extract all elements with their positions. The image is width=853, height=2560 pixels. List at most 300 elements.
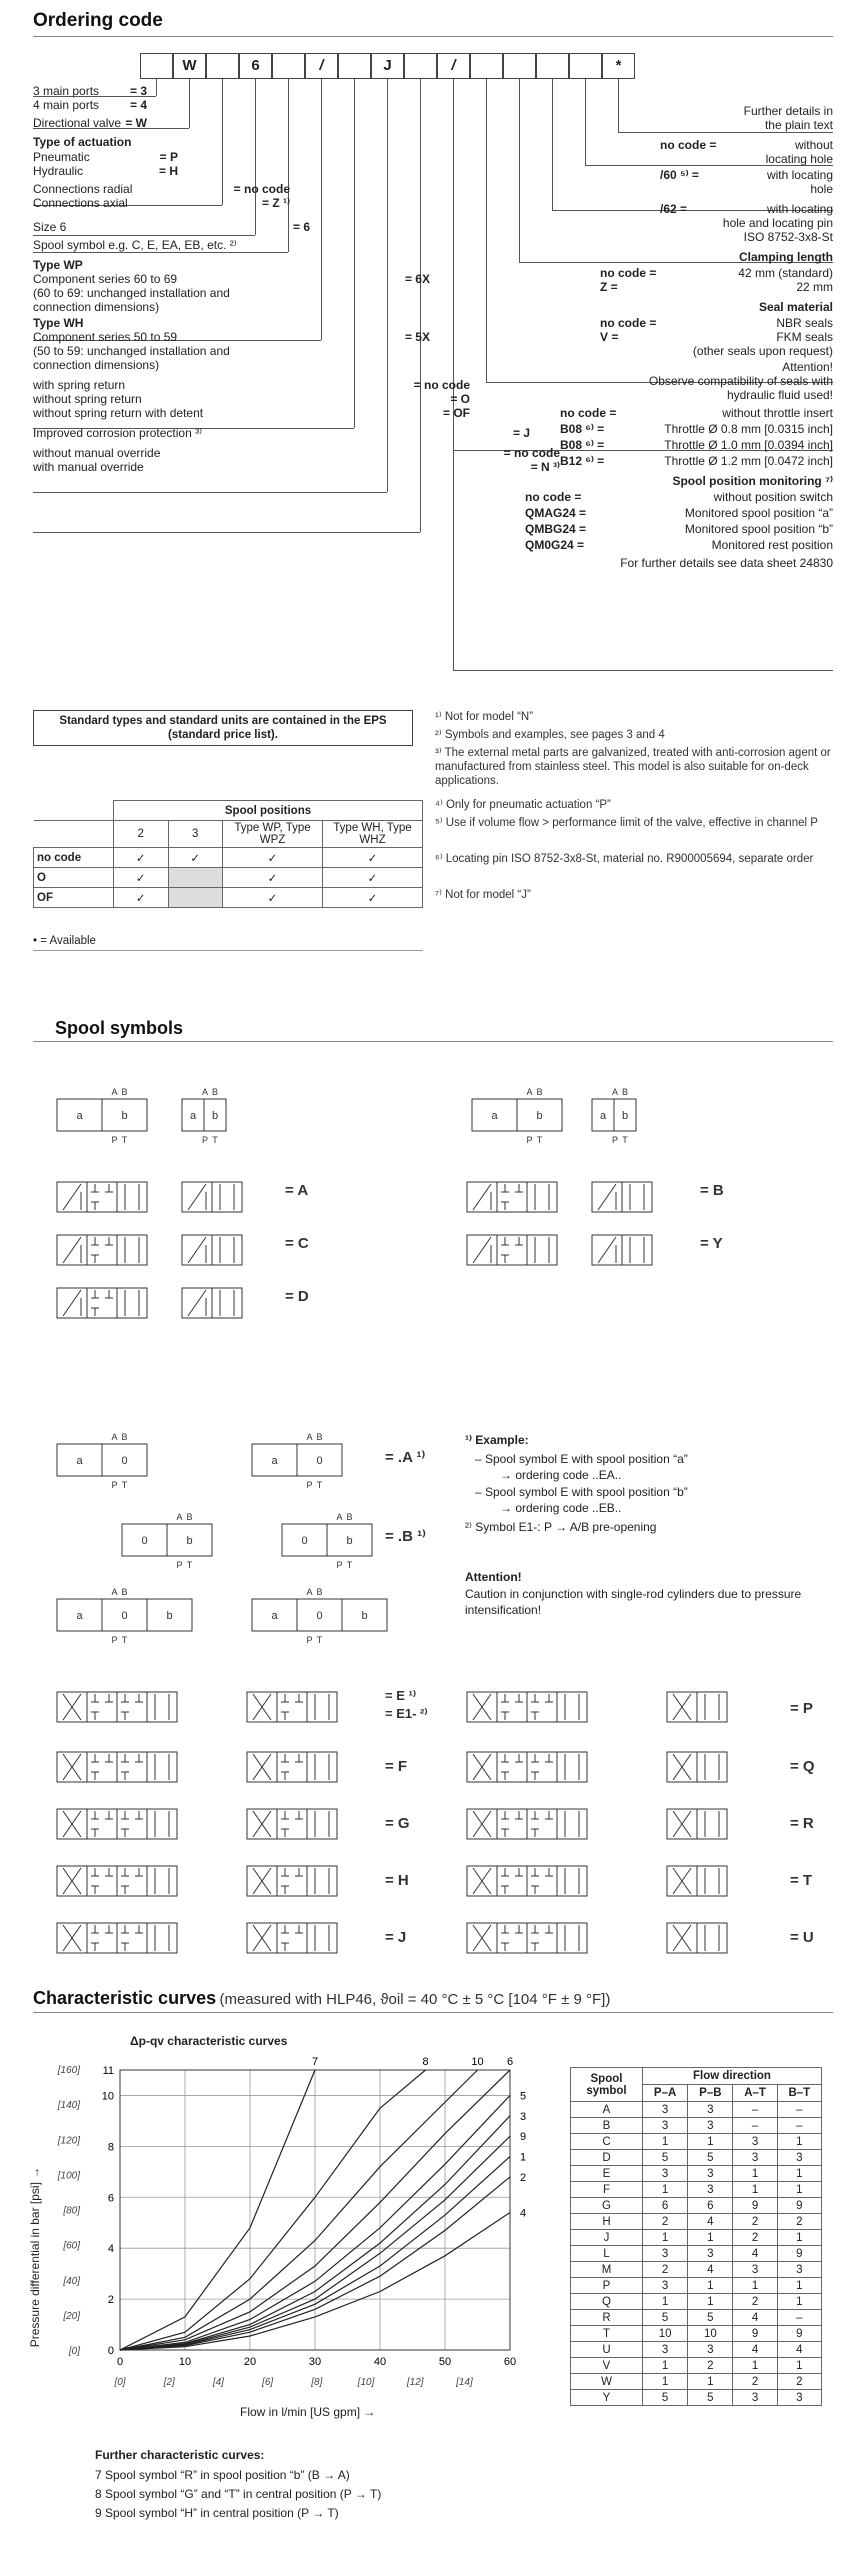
port-label-t: T	[212, 1135, 218, 1145]
symbol-label-b: = B	[700, 1182, 724, 1199]
example-line: → ordering code ..EB..	[500, 1501, 622, 1515]
ft-cell: 3	[643, 2278, 688, 2294]
port-label-t: T	[622, 1135, 628, 1145]
ft-cell: 9	[733, 2326, 777, 2342]
ft-cell: 3	[777, 2262, 821, 2278]
ft-cell: 1	[688, 2374, 733, 2390]
order-option-code: QM0G24 =	[525, 538, 585, 552]
row-underline	[453, 670, 833, 671]
table-row	[571, 2214, 822, 2230]
ft-cell: 2	[733, 2214, 777, 2230]
order-option-right	[620, 556, 833, 570]
connector-line	[321, 79, 322, 340]
order-option-right	[664, 422, 833, 436]
ft-cell: 2	[733, 2294, 777, 2310]
ft-cell: 3	[643, 2118, 688, 2134]
footnote: ⁷⁾ Not for model “J”	[435, 889, 531, 901]
order-option-row	[33, 135, 131, 149]
order-option-right	[759, 300, 833, 314]
order-option-code: no code =	[560, 406, 617, 420]
envelope-cell	[147, 1866, 177, 1896]
symbol-q-full	[465, 1740, 589, 1796]
order-option-row	[33, 316, 83, 330]
order-option-label: Further details in	[743, 104, 833, 118]
ft-cell: 1	[733, 2166, 777, 2182]
attention-title: Attention!	[465, 1570, 522, 1584]
ordering-code-box	[206, 53, 239, 79]
envelope-cell	[697, 1752, 727, 1782]
order-option-code: = no code	[503, 446, 560, 460]
envelope-cell	[307, 1923, 337, 1953]
ft-cell: 2	[733, 2230, 777, 2246]
port-label-a: A	[111, 1087, 118, 1097]
port-label-a: A	[306, 1587, 313, 1597]
ft-cell: 3	[688, 2342, 733, 2358]
ft-cell: 1	[688, 2230, 733, 2246]
chart-xlabel: Flow in l/min [US gpm] →	[240, 2405, 376, 2419]
table-row	[571, 2118, 822, 2134]
x-tick-label-secondary: [2]	[163, 2377, 175, 2388]
ft-cell: W	[571, 2374, 643, 2390]
row-underline	[33, 235, 255, 236]
position-letter: a	[76, 1455, 83, 1467]
envelope-cell	[497, 1923, 527, 1953]
order-option-label: Pneumatic	[33, 150, 90, 164]
symbol-ab-compact	[180, 1085, 228, 1147]
order-option-right	[693, 344, 833, 358]
symbol-stroke	[188, 1184, 206, 1210]
port-label-a: A	[611, 1087, 619, 1097]
ft-cell: 1	[688, 2278, 733, 2294]
port-label-b: B	[346, 1512, 353, 1522]
table-row	[571, 2358, 822, 2374]
y-tick-label-secondary: [20]	[63, 2310, 80, 2322]
position-letter: 0	[301, 1535, 308, 1547]
envelope-cell	[307, 1809, 337, 1839]
position-letter: 0	[316, 1455, 323, 1467]
order-option-label: Monitored spool position “a”	[684, 506, 833, 520]
envelope-cell	[87, 1692, 117, 1722]
footnote: ³⁾ The external metal parts are galvanized, treated with anti-corrosion agent or manufactured from stainless steel. This model is also suitable for on-deck applications.	[435, 747, 831, 787]
order-option-code: = 3	[129, 84, 147, 98]
symbol-label-e1: = E1- ²⁾	[385, 1706, 428, 1721]
envelope-cell	[557, 1866, 587, 1896]
connector-line	[585, 79, 586, 165]
envelope-cell	[497, 1866, 527, 1896]
envelope-cell	[117, 1235, 147, 1265]
further-line: 7 Spool symbol “R” in spool position “b” (B → A)	[95, 2468, 350, 2482]
spool-position-table	[33, 800, 423, 908]
order-option-row	[33, 358, 159, 372]
y-tick-label: 8	[107, 2141, 114, 2154]
port-label-t: T	[536, 1135, 543, 1145]
order-option-code: = J	[512, 426, 530, 440]
envelope-cell	[87, 1923, 117, 1953]
y-tick-label-secondary: [0]	[68, 2346, 80, 2357]
envelope-cell	[497, 1235, 527, 1265]
order-option-right	[649, 374, 833, 388]
ft-cell: 1	[643, 2374, 688, 2390]
series-line	[120, 2070, 478, 2350]
envelope-cell	[147, 1692, 177, 1722]
curves-title-wrap	[33, 1988, 610, 2009]
ft-cell: 2	[643, 2262, 688, 2278]
symbol-three-pos-left	[55, 1585, 194, 1647]
ft-cell: 6	[643, 2198, 688, 2214]
ft-cell: –	[777, 2118, 821, 2134]
envelope-cell	[117, 1923, 147, 1953]
order-option-label: Throttle Ø 0.8 mm [0.0315 inch]	[664, 422, 833, 436]
order-option-label: locating hole	[765, 152, 833, 166]
order-option-label: Connections axial	[33, 196, 128, 210]
ft-cell: –	[777, 2310, 821, 2326]
symbol-t-full	[465, 1854, 589, 1910]
order-option-label: without position switch	[713, 490, 833, 504]
envelope-cell	[117, 1692, 147, 1722]
order-option-label: Type WP	[33, 258, 83, 272]
connector-line	[354, 79, 355, 428]
symbol-label-r: = R	[790, 1815, 814, 1832]
x-tick-label: 50	[438, 2356, 452, 2368]
table-row	[571, 2342, 822, 2358]
envelope-cell	[527, 1752, 557, 1782]
position-letter: a	[189, 1110, 197, 1122]
ordering-code-box	[404, 53, 437, 79]
sp-group-header: Spool positions	[114, 801, 423, 821]
order-option-right	[767, 202, 833, 216]
envelope-cell	[87, 1235, 117, 1265]
port-label-p: P	[176, 1560, 183, 1570]
ft-cell: Y	[571, 2390, 643, 2406]
y-tick-label: 0	[107, 2345, 114, 2357]
example-line: – Spool symbol E with spool position “a”	[475, 1452, 688, 1466]
ft-cell: 4	[777, 2342, 821, 2358]
envelope-cell	[307, 1692, 337, 1722]
symbol-stroke	[473, 1237, 491, 1263]
position-letter: 0	[121, 1610, 128, 1622]
symbol-label-f: = F	[385, 1758, 408, 1775]
ft-cell: 2	[733, 2374, 777, 2390]
order-option-code: no code =	[600, 316, 657, 330]
ft-cell: 1	[733, 2358, 777, 2374]
order-option-label: NBR seals	[776, 316, 833, 330]
series-label: 3	[520, 2110, 527, 2123]
table-row	[571, 2134, 822, 2150]
port-label-a: A	[306, 1432, 313, 1442]
order-option-label: hydraulic fluid used!	[726, 388, 833, 402]
position-letter: b	[621, 1110, 629, 1122]
order-option-code: = 6	[292, 220, 310, 234]
symbol-a-full	[55, 1170, 149, 1226]
position-letter: a	[76, 1610, 83, 1622]
order-option-right	[776, 330, 833, 344]
order-option-label: 4 main ports	[33, 98, 100, 112]
further-line: 9 Spool symbol “H” in central position (P → T)	[95, 2506, 339, 2520]
symbol-stroke	[598, 1237, 616, 1263]
curves-rule	[33, 2012, 833, 2013]
symbol-b-short	[590, 1170, 654, 1226]
envelope-cell	[87, 1288, 117, 1318]
ordering-code-box: W	[173, 53, 206, 79]
position-letter: b	[361, 1610, 368, 1622]
ordering-code-box: /	[437, 53, 470, 79]
symbol-u-full	[465, 1911, 589, 1967]
ordering-code-box	[536, 53, 569, 79]
envelope-cell	[117, 1752, 147, 1782]
order-option-code: no code =	[525, 490, 582, 504]
ordering-code-box: *	[602, 53, 635, 79]
port-label-a: A	[201, 1087, 209, 1097]
sp-cell: ✓	[114, 848, 169, 868]
symbol-stroke	[473, 1184, 491, 1210]
envelope-cell	[277, 1752, 307, 1782]
row-underline	[33, 532, 420, 533]
symbol-stroke	[63, 1290, 81, 1316]
series-label: 8	[422, 2056, 429, 2068]
port-label-a: A	[176, 1512, 183, 1522]
envelope-cell	[147, 1809, 177, 1839]
position-letter: a	[599, 1110, 607, 1122]
port-label-p: P	[336, 1560, 343, 1570]
footnote: ⁴⁾ Only for pneumatic actuation “P”	[435, 799, 611, 811]
position-letter: b	[166, 1610, 173, 1622]
series-label: 4	[520, 2207, 527, 2220]
order-option-right	[767, 168, 833, 182]
symbol-c-short	[180, 1223, 244, 1279]
ft-cell: 3	[733, 2262, 777, 2278]
series-label: 9	[520, 2131, 527, 2144]
footnote: ²⁾ Symbols and examples, see pages 3 and 4	[435, 729, 665, 741]
order-option-right	[810, 182, 833, 196]
port-label-t: T	[186, 1560, 193, 1570]
port-label-b: B	[316, 1587, 323, 1597]
connector-line	[618, 79, 619, 132]
order-option-right	[795, 138, 833, 152]
ft-cell: Q	[571, 2294, 643, 2310]
ft-cell: 1	[777, 2182, 821, 2198]
example-title: ¹⁾ Example:	[465, 1433, 529, 1447]
order-option-code: B08 ⁶⁾ =	[560, 438, 605, 452]
row-underline	[33, 252, 288, 253]
ft-cell: 2	[688, 2358, 733, 2374]
connector-line	[255, 79, 256, 235]
envelope-cell	[622, 1182, 652, 1212]
ft-cell: 3	[733, 2390, 777, 2406]
order-option-label: Throttle Ø 1.0 mm [0.0394 inch]	[664, 438, 833, 452]
position-letter: b	[211, 1110, 219, 1122]
order-option-code: = 5X	[404, 330, 430, 344]
port-label-b: B	[316, 1432, 323, 1442]
ft-cell: 3	[643, 2246, 688, 2262]
envelope-cell	[277, 1809, 307, 1839]
order-option-label: Monitored rest position	[711, 538, 833, 552]
position-letter: a	[76, 1110, 83, 1122]
connector-line	[189, 79, 190, 128]
symbol-r-short	[665, 1797, 729, 1853]
symbol-label-p: = P	[790, 1700, 813, 1717]
symbol-dot-a-right	[250, 1430, 344, 1492]
envelope-cell	[147, 1923, 177, 1953]
envelope-cell	[497, 1809, 527, 1839]
order-option-right	[776, 316, 833, 330]
x-tick-label-secondary: [10]	[357, 2377, 375, 2388]
ft-cell: 1	[643, 2134, 688, 2150]
ft-cell: 4	[733, 2246, 777, 2262]
envelope-cell	[697, 1692, 727, 1722]
order-option-label: Spool symbol e.g. C, E, EA, EB, etc. ²⁾	[33, 238, 237, 252]
x-tick-label: 30	[308, 2356, 322, 2368]
order-option-right	[664, 454, 833, 468]
order-option-label: with spring return	[33, 378, 126, 392]
x-tick-label: 40	[373, 2356, 387, 2368]
table-row	[571, 2150, 822, 2166]
table-row	[571, 2390, 822, 2406]
curves-title-rest: (measured with HLP46, ϑoil = 40 °C ± 5 °C [104 °F ± 9 °F])	[219, 1991, 611, 2008]
ft-cell: 3	[733, 2150, 777, 2166]
port-label-p: P	[111, 1135, 118, 1145]
ft-cell: 1	[688, 2134, 733, 2150]
order-option-code: QMAG24 =	[525, 506, 587, 520]
order-option-code: B08 ⁶⁾ =	[560, 422, 605, 436]
y-tick-label: 11	[102, 2065, 114, 2077]
ft-cell: 4	[733, 2342, 777, 2358]
ft-cell: 1	[733, 2182, 777, 2198]
x-tick-label-secondary: [12]	[406, 2377, 424, 2388]
series-line	[120, 2070, 315, 2350]
ft-cell: 3	[733, 2134, 777, 2150]
symbol-label-c: = C	[285, 1235, 309, 1252]
ft-cell: 3	[688, 2246, 733, 2262]
ft-cell: 3	[777, 2150, 821, 2166]
symbol-ab-right	[470, 1085, 564, 1147]
order-option-code: QMBG24 =	[525, 522, 587, 536]
ft-cell: 9	[777, 2198, 821, 2214]
ft-cell: 5	[688, 2310, 733, 2326]
sp-cell	[168, 868, 223, 888]
symbol-d-short	[180, 1276, 244, 1332]
order-option-label: with locating	[766, 168, 833, 182]
envelope-cell	[527, 1692, 557, 1722]
order-option-label: Clamping length	[739, 250, 833, 264]
envelope-cell	[497, 1182, 527, 1212]
position-letter: b	[186, 1535, 193, 1547]
ft-cell: 1	[733, 2278, 777, 2294]
order-option-label: Size 6	[33, 220, 67, 234]
order-option-code: = W	[125, 116, 147, 130]
title-rule	[33, 36, 833, 37]
ft-cell: 3	[777, 2390, 821, 2406]
order-option-code: Z =	[600, 280, 618, 294]
envelope-cell	[527, 1809, 557, 1839]
port-label-a: A	[336, 1512, 343, 1522]
ft-cell: 3	[688, 2166, 733, 2182]
ft-cell: 10	[643, 2326, 688, 2342]
port-label-b: B	[621, 1087, 629, 1097]
series-label: 10	[471, 2056, 484, 2068]
symbol-d-full	[55, 1276, 149, 1332]
further-line: 8 Spool symbol “G” and “T” in central position (P → T)	[95, 2487, 382, 2501]
further-title: Further characteristic curves:	[95, 2448, 265, 2462]
x-tick-label-secondary: [14]	[456, 2377, 473, 2388]
table-row	[571, 2198, 822, 2214]
envelope-cell	[87, 1809, 117, 1839]
position-letter: b	[536, 1110, 543, 1122]
ft-col: P–A	[643, 2085, 688, 2102]
order-option-row	[33, 238, 237, 252]
chart-ylabel: Pressure differential in bar [psi] →	[28, 2166, 42, 2348]
y-tick-label-secondary: [120]	[57, 2135, 80, 2147]
envelope-cell	[527, 1923, 557, 1953]
ft-cell: 1	[643, 2294, 688, 2310]
table-row	[571, 2166, 822, 2182]
ft-cell: 1	[777, 2134, 821, 2150]
order-option-code: = 4	[129, 98, 147, 112]
spool-symbols-title: Spool symbols	[55, 1018, 184, 1038]
order-option-right	[744, 230, 833, 244]
envelope-cell	[277, 1866, 307, 1896]
port-label-b: B	[186, 1512, 193, 1522]
chart-title: Δp-qv characteristic curves	[130, 2034, 288, 2048]
ft-cell: M	[571, 2262, 643, 2278]
ft-cell: 1	[777, 2358, 821, 2374]
ordering-code-box	[338, 53, 371, 79]
ft-cell: U	[571, 2342, 643, 2358]
order-option-code: V =	[600, 330, 619, 344]
attention-text: Caution in conjunction with single-rod cylinders due to pressure intensification!	[465, 1587, 802, 1617]
ft-cell: L	[571, 2246, 643, 2262]
order-option-label: FKM seals	[776, 330, 833, 344]
ft-cell: 5	[643, 2310, 688, 2326]
ft-cell: 2	[777, 2374, 821, 2390]
order-option-label: Connections radial	[33, 182, 133, 196]
symbol-e-full	[55, 1680, 179, 1736]
envelope-cell	[307, 1752, 337, 1782]
ft-cell: 2	[643, 2214, 688, 2230]
order-option-label: 22 mm	[796, 280, 833, 294]
characteristic-chart	[40, 2050, 540, 2400]
symbol-u-short	[665, 1911, 729, 1967]
sp-cell: ✓	[168, 848, 223, 868]
x-tick-label-secondary: [8]	[311, 2377, 323, 2388]
order-option-code: = O	[450, 392, 470, 406]
flow-direction-table	[570, 2067, 822, 2406]
envelope-cell	[497, 1752, 527, 1782]
symbol-q-short	[665, 1740, 729, 1796]
order-option-label: without	[794, 138, 833, 152]
ft-cell: 1	[688, 2294, 733, 2310]
envelope-cell	[697, 1866, 727, 1896]
symbol-e1-note: ²⁾ Symbol E1-: P → A/B pre-opening	[465, 1520, 657, 1534]
ft-cell: V	[571, 2358, 643, 2374]
envelope-cell	[87, 1752, 117, 1782]
ft-cell: E	[571, 2166, 643, 2182]
envelope-cell	[557, 1752, 587, 1782]
series-label: 6	[506, 2056, 514, 2068]
order-option-code: no code =	[600, 266, 657, 280]
order-option-label: Improved corrosion protection ³⁾	[33, 426, 203, 440]
order-option-right	[712, 538, 833, 552]
order-option-label: hole and locating pin	[722, 216, 833, 230]
order-option-code: = 6X	[404, 272, 430, 286]
ft-cell: F	[571, 2182, 643, 2198]
symbol-label-h: = H	[385, 1872, 409, 1889]
order-option-right	[744, 104, 833, 118]
symbol-f-full	[55, 1740, 179, 1796]
envelope-cell	[117, 1809, 147, 1839]
position-letter: 0	[141, 1535, 148, 1547]
sp-cell: ✓	[323, 868, 423, 888]
ft-cell: C	[571, 2134, 643, 2150]
